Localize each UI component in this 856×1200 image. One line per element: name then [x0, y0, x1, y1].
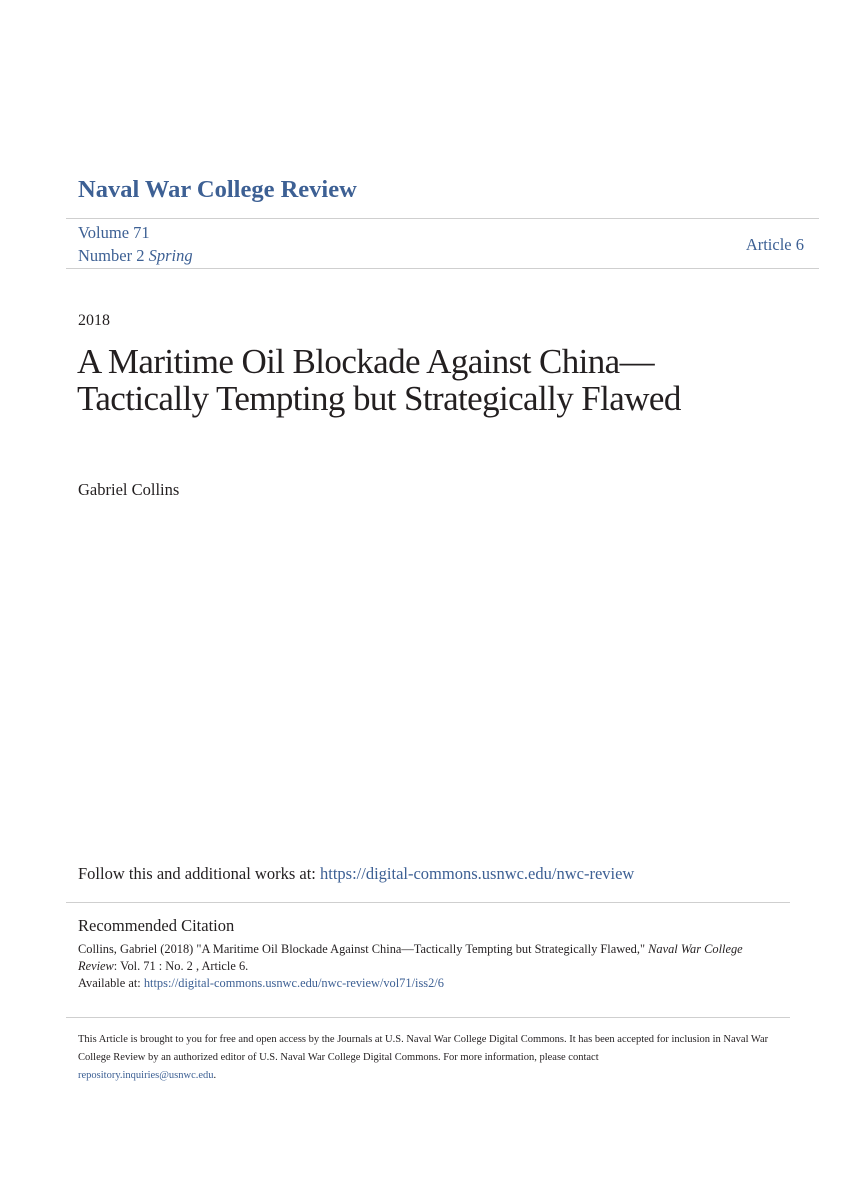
article-link[interactable]: Article 6 [745, 235, 804, 254]
header-rule-bottom [66, 268, 819, 269]
access-notice-end: . [213, 1070, 217, 1081]
citation-journal: Naval War College Review [78, 942, 743, 973]
article-title: A Maritime Oil Blockade Against China—Tactically Tempting but Strategically Flawed [77, 342, 681, 418]
contact-email-link[interactable]: repository.inquiries@usnwc.edu [78, 1070, 214, 1081]
issue-season: Spring [148, 246, 193, 265]
issue-number-link[interactable] [78, 246, 193, 266]
available-label: Available at: [78, 976, 141, 990]
citation-rule [66, 902, 790, 903]
header-rule-top [66, 218, 819, 219]
citation-details: : Vol. 71 : No. 2 , Article 6. [113, 959, 249, 973]
footer-rule [66, 1017, 790, 1018]
author-name: Gabriel Collins [78, 480, 180, 499]
available-link[interactable]: https://digital-commons.usnwc.edu/nwc-review/vol71/iss2/6 [143, 976, 444, 990]
follow-line [78, 864, 634, 884]
access-notice [78, 1031, 788, 1085]
publication-year: 2018 [78, 312, 110, 329]
citation-body [78, 941, 778, 992]
citation-heading: Recommended Citation [78, 916, 235, 935]
follow-link[interactable]: https://digital-commons.usnwc.edu/nwc-review [319, 864, 635, 883]
citation-lead: Collins, Gabriel (2018) "A Maritime Oil Blockade Against China—Tactically Tempting but Strategically Flawed," [78, 942, 646, 956]
issue-number: Number 2 [78, 246, 145, 265]
follow-label: Follow this and additional works at: [78, 864, 316, 883]
access-notice-text: This Article is brought to you for free and open access by the Journals at U.S. Naval War College Digital Commons. It has been accepted for inclusion in Naval War College Review by an authorized editor of U.S. Naval War College Digital Commons. For more information, please contact [78, 1034, 769, 1063]
volume-link[interactable]: Volume 71 [78, 223, 150, 242]
journal-title[interactable]: Naval War College Review [78, 176, 357, 203]
